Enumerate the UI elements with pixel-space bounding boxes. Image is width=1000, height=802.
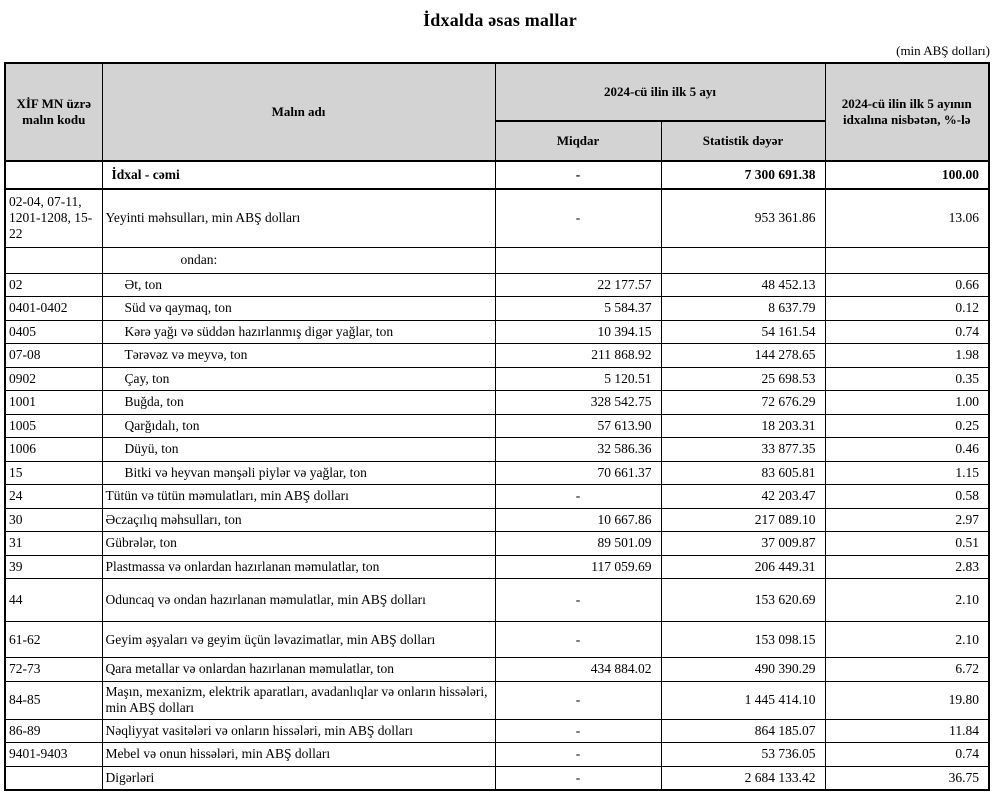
cell-code: 44 <box>5 579 102 622</box>
cell-name: Kərə yağı və süddən hazırlanmış digər yağlar, ton <box>102 320 495 344</box>
cell-code: 1001 <box>5 391 102 415</box>
cell-code: 24 <box>5 485 102 509</box>
cell-name: Qarğıdalı, ton <box>102 414 495 438</box>
cell-share: 100.00 <box>825 161 989 189</box>
cell-value: 18 203.31 <box>661 414 825 438</box>
table-row <box>5 414 989 438</box>
cell-name: Nəqliyyat vasitələri və onların hissələri, min ABŞ dolları <box>102 719 495 743</box>
table-row <box>5 681 989 719</box>
header-quantity-label: Miqdar <box>556 132 600 148</box>
cell-code: 0405 <box>5 320 102 344</box>
cell-code: 84-85 <box>5 681 102 719</box>
table-row <box>5 189 989 247</box>
cell-code <box>5 247 102 273</box>
cell-value: 1 445 414.10 <box>661 681 825 719</box>
cell-value: 153 620.69 <box>661 579 825 622</box>
cell-code <box>5 766 102 790</box>
cell-value: 8 637.79 <box>661 297 825 321</box>
table-row <box>5 391 989 415</box>
cell-name: Digərləri <box>102 766 495 790</box>
cell-name: Ət, ton <box>102 273 495 297</box>
header-name-label: Malın adı <box>271 103 326 119</box>
cell-name: Qara metallar və onlardan hazırlanan məmulatlar, ton <box>102 658 495 682</box>
table-row-others <box>5 766 989 790</box>
cell-value: 7 300 691.38 <box>661 161 825 189</box>
cell-share: 0.74 <box>825 320 989 344</box>
table-row <box>5 485 989 509</box>
cell-quantity: - <box>495 485 661 509</box>
cell-quantity <box>495 247 661 273</box>
header-code <box>5 63 102 161</box>
cell-quantity: 22 177.57 <box>495 273 661 297</box>
cell-value: 53 736.05 <box>661 743 825 767</box>
table-row-ondan <box>5 247 989 273</box>
cell-value: 42 203.47 <box>661 485 825 509</box>
cell-share: 19.80 <box>825 681 989 719</box>
page-title: İdxalda əsas mallar <box>423 10 577 30</box>
cell-name: Tütün və tütün məmulatları, min ABŞ dolları <box>102 485 495 509</box>
cell-value: 153 098.15 <box>661 622 825 658</box>
cell-code: 72-73 <box>5 658 102 682</box>
cell-share: 36.75 <box>825 766 989 790</box>
table-row <box>5 297 989 321</box>
cell-quantity: 10 394.15 <box>495 320 661 344</box>
table-body <box>5 161 989 790</box>
cell-quantity: - <box>495 161 661 189</box>
cell-quantity: - <box>495 719 661 743</box>
table-row <box>5 273 989 297</box>
header-name <box>102 63 495 161</box>
cell-name: Süd və qaymaq, ton <box>102 297 495 321</box>
cell-code: 61-62 <box>5 622 102 658</box>
table-row-total <box>5 161 989 189</box>
cell-quantity: 57 613.90 <box>495 414 661 438</box>
cell-share: 11.84 <box>825 719 989 743</box>
unit-note: (min ABŞ dolları) <box>896 43 990 58</box>
cell-share: 2.10 <box>825 622 989 658</box>
cell-value: 48 452.13 <box>661 273 825 297</box>
table-row <box>5 743 989 767</box>
cell-share <box>825 247 989 273</box>
cell-name: Çay, ton <box>102 367 495 391</box>
table-row <box>5 438 989 462</box>
cell-value: 953 361.86 <box>661 189 825 247</box>
cell-value: 33 877.35 <box>661 438 825 462</box>
cell-quantity: 5 584.37 <box>495 297 661 321</box>
header-period-label: 2024-cü ilin ilk 5 ayı <box>604 83 716 99</box>
cell-name: Düyü, ton <box>102 438 495 462</box>
cell-quantity: - <box>495 189 661 247</box>
cell-name: ondan: <box>102 247 495 273</box>
cell-share: 0.12 <box>825 297 989 321</box>
cell-name: Bitki və heyvan mənşəli piylər və yağlar, ton <box>102 461 495 485</box>
cell-code: 02-04, 07-11, 1201-1208, 15-22 <box>5 189 102 247</box>
cell-name: Yeyinti məhsulları, min ABŞ dolları <box>102 189 495 247</box>
cell-code: 30 <box>5 508 102 532</box>
table-row <box>5 461 989 485</box>
table-row <box>5 508 989 532</box>
header-stat-value-label: Statistik dəyər <box>702 132 784 148</box>
imports-table <box>4 62 990 791</box>
cell-quantity: 10 667.86 <box>495 508 661 532</box>
table-row <box>5 719 989 743</box>
cell-share: 2.10 <box>825 579 989 622</box>
header-quantity <box>495 121 661 161</box>
header-period-group <box>495 63 825 121</box>
cell-quantity: - <box>495 681 661 719</box>
cell-share: 0.25 <box>825 414 989 438</box>
cell-quantity: - <box>495 622 661 658</box>
cell-value: 206 449.31 <box>661 555 825 579</box>
cell-quantity: 70 661.37 <box>495 461 661 485</box>
cell-quantity: - <box>495 743 661 767</box>
header-row-1 <box>5 63 989 121</box>
cell-share: 2.83 <box>825 555 989 579</box>
cell-share: 1.00 <box>825 391 989 415</box>
cell-quantity: 32 586.36 <box>495 438 661 462</box>
cell-code: 31 <box>5 532 102 556</box>
cell-name: Tərəvəz və meyvə, ton <box>102 344 495 368</box>
table-header <box>5 63 989 161</box>
cell-share: 0.74 <box>825 743 989 767</box>
cell-share: 1.15 <box>825 461 989 485</box>
cell-name: Maşın, mexanizm, elektrik aparatları, avadanlıqlar və onların hissələri, min ABŞ dolları <box>102 681 495 719</box>
table-row <box>5 579 989 622</box>
cell-quantity: 328 542.75 <box>495 391 661 415</box>
cell-name: Buğda, ton <box>102 391 495 415</box>
cell-share: 1.98 <box>825 344 989 368</box>
cell-code: 02 <box>5 273 102 297</box>
table-row <box>5 658 989 682</box>
cell-value: 144 278.65 <box>661 344 825 368</box>
cell-value: 83 605.81 <box>661 461 825 485</box>
cell-value: 864 185.07 <box>661 719 825 743</box>
cell-quantity: 117 059.69 <box>495 555 661 579</box>
cell-code: 15 <box>5 461 102 485</box>
table-row <box>5 320 989 344</box>
cell-code <box>5 161 102 189</box>
cell-share: 13.06 <box>825 189 989 247</box>
cell-value: 2 684 133.42 <box>661 766 825 790</box>
cell-value: 37 009.87 <box>661 532 825 556</box>
header-share-label: 2024-cü ilin ilk 5 ayının idxalına nisbətən, %-lə <box>841 95 972 127</box>
cell-value: 54 161.54 <box>661 320 825 344</box>
cell-share: 6.72 <box>825 658 989 682</box>
table-row <box>5 532 989 556</box>
cell-value: 490 390.29 <box>661 658 825 682</box>
cell-code: 0902 <box>5 367 102 391</box>
cell-quantity: 211 868.92 <box>495 344 661 368</box>
cell-code: 07-08 <box>5 344 102 368</box>
cell-name: Plastmassa və onlardan hazırlanan məmulatlar, ton <box>102 555 495 579</box>
table-row <box>5 622 989 658</box>
cell-share: 2.97 <box>825 508 989 532</box>
cell-name: Əczaçılıq məhsulları, ton <box>102 508 495 532</box>
header-stat-value <box>661 121 825 161</box>
cell-name: Oduncaq və ondan hazırlanan məmulatlar, min ABŞ dolları <box>102 579 495 622</box>
cell-value: 25 698.53 <box>661 367 825 391</box>
cell-quantity: 89 501.09 <box>495 532 661 556</box>
table-row <box>5 555 989 579</box>
cell-quantity: - <box>495 766 661 790</box>
cell-share: 0.46 <box>825 438 989 462</box>
cell-quantity: 434 884.02 <box>495 658 661 682</box>
cell-code: 86-89 <box>5 719 102 743</box>
cell-share: 0.58 <box>825 485 989 509</box>
cell-value: 217 089.10 <box>661 508 825 532</box>
cell-code: 1005 <box>5 414 102 438</box>
cell-code: 39 <box>5 555 102 579</box>
cell-code: 1006 <box>5 438 102 462</box>
table-row <box>5 367 989 391</box>
cell-share: 0.51 <box>825 532 989 556</box>
cell-name: Gübrələr, ton <box>102 532 495 556</box>
cell-name: İdxal - cəmi <box>102 161 495 189</box>
cell-share: 0.35 <box>825 367 989 391</box>
cell-code: 9401-9403 <box>5 743 102 767</box>
header-code-label: XİF MN üzrə malın kodu <box>16 95 92 127</box>
cell-value: 72 676.29 <box>661 391 825 415</box>
cell-name: Geyim əşyaları və geyim üçün ləvazimatlar, min ABŞ dolları <box>102 622 495 658</box>
cell-quantity: 5 120.51 <box>495 367 661 391</box>
cell-name: Mebel və onun hissələri, min ABŞ dolları <box>102 743 495 767</box>
cell-value <box>661 247 825 273</box>
header-share <box>825 63 989 161</box>
cell-code: 0401-0402 <box>5 297 102 321</box>
table-row <box>5 344 989 368</box>
cell-share: 0.66 <box>825 273 989 297</box>
cell-quantity: - <box>495 579 661 622</box>
